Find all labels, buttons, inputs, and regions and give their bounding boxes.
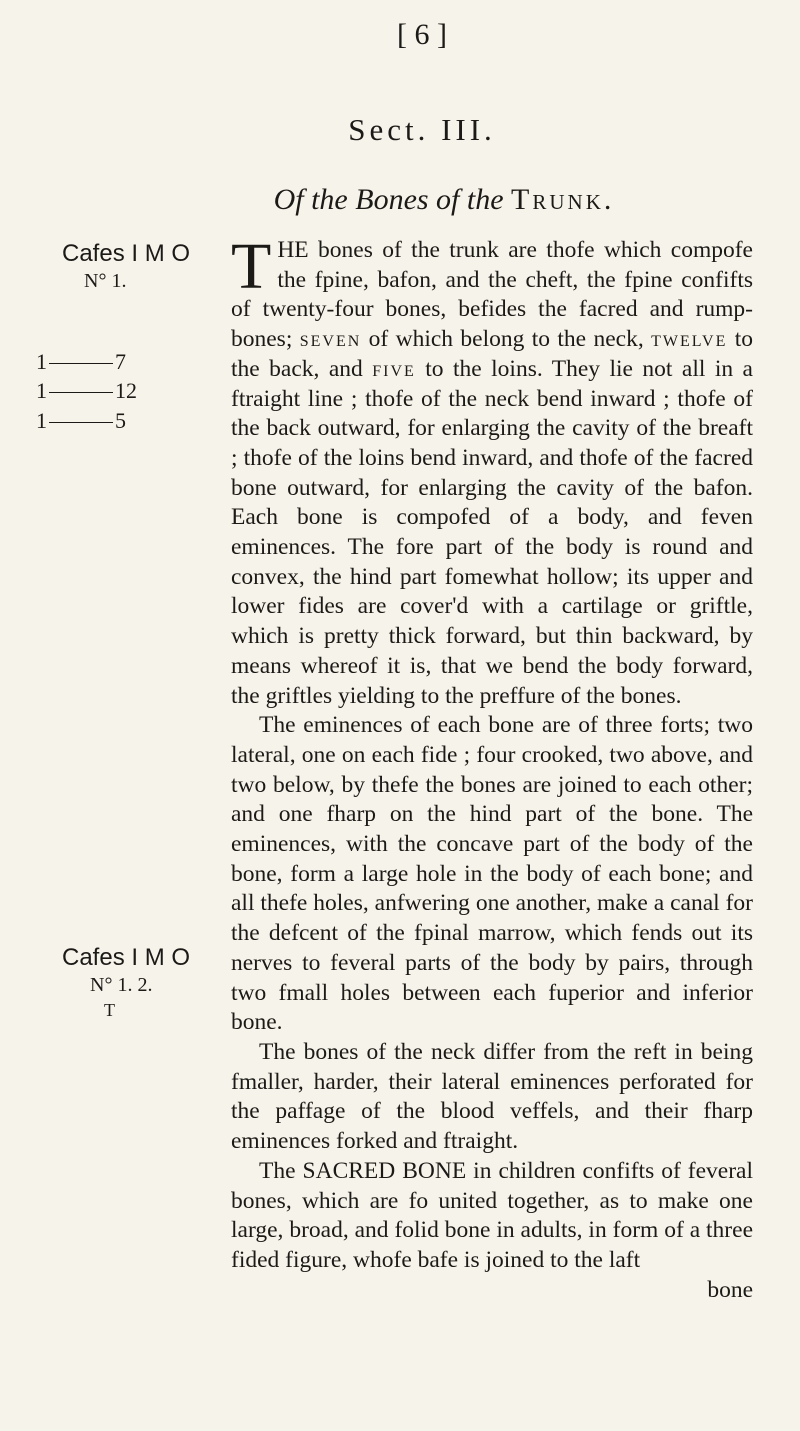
paragraph-3: The bones of the neck differ from the reft in being fmaller, harder, their lateral eminences perforated for the paffage of the blood veffels, and their fharp eminences forked and ftraight. <box>231 1038 753 1155</box>
section-heading: Sect. III. <box>348 112 496 147</box>
numeral-seven: seven <box>299 326 362 353</box>
section-title-caps: Trunk. <box>511 183 615 216</box>
margin-count-neck: 1 7 <box>36 349 126 374</box>
catchword: bone <box>707 1276 753 1303</box>
paragraph-4: The SACRED BONE in children confifts of feveral bones, which are fo united together, as to make one large, broad, and folid bone in adults, in form of a three fided figure, whofe bafe is joined to the laft <box>231 1157 753 1273</box>
signature-mark: T <box>104 1000 115 1020</box>
margin-number-ref-2: N° 1. 2. <box>90 974 153 996</box>
margin-count-back: 1 12 <box>36 378 137 403</box>
margin-count-loins: 1 5 <box>36 408 126 433</box>
margin-cases-ref-2: Cafes I M O <box>62 944 191 971</box>
paragraph-1: THE bones of the trunk are thofe which compofe the fpine, bafon, and the cheft, the fpine confifts of twenty-four bones, befides the facred and rump-bones; seven of which belong to the neck, twelve to the back, and five to the loins. They lie not all in a ftraight line ; thofe of the neck bend inward ; thofe of the back outward, for enlarging the cavity of the breaft ; thofe of the loins bend inward, and thofe of the facred bone outward, for enlarging the cavity of the bafon. Each bone is compofed of a body, and feven eminences. The fore part of the body is round and convex, the hind part fomewhat hollow; its upper and lower fides are cover'd with a cartilage or griftle, which is pretty thick forward, but thin backward, by means whereof it is, that we bend the body forward, the griftles yielding to the preffure of the bones. <box>231 230 754 709</box>
margin-number-ref: N° 1. <box>84 270 127 292</box>
page-number: [ 6 ] <box>397 18 447 51</box>
section-title-italic: Of the Bones of the <box>273 183 504 216</box>
numeral-twelve: twelve <box>651 326 728 353</box>
body-text <box>231 230 754 1305</box>
margin-cases-ref: Cafes I M O <box>62 240 191 267</box>
drop-cap: T <box>231 230 272 303</box>
paragraph-2: The eminences of each bone are of three forts; two lateral, one on each fide ; four crooked, two above, and two below, by thefe the bones are joined to each other; and one fharp on the hind part of the bone. The eminences, with the concave part of the body of the bone, form a large hole in the body of each bone; and all thefe holes, anfwering one another, make a canal for the defcent of the fpinal marrow, which fends out its nerves to feveral parts of the body by pairs, through two fmall holes between each fuperior and inferior bone. <box>231 712 753 1036</box>
section-title <box>0 183 800 217</box>
numeral-five: five <box>372 355 416 382</box>
